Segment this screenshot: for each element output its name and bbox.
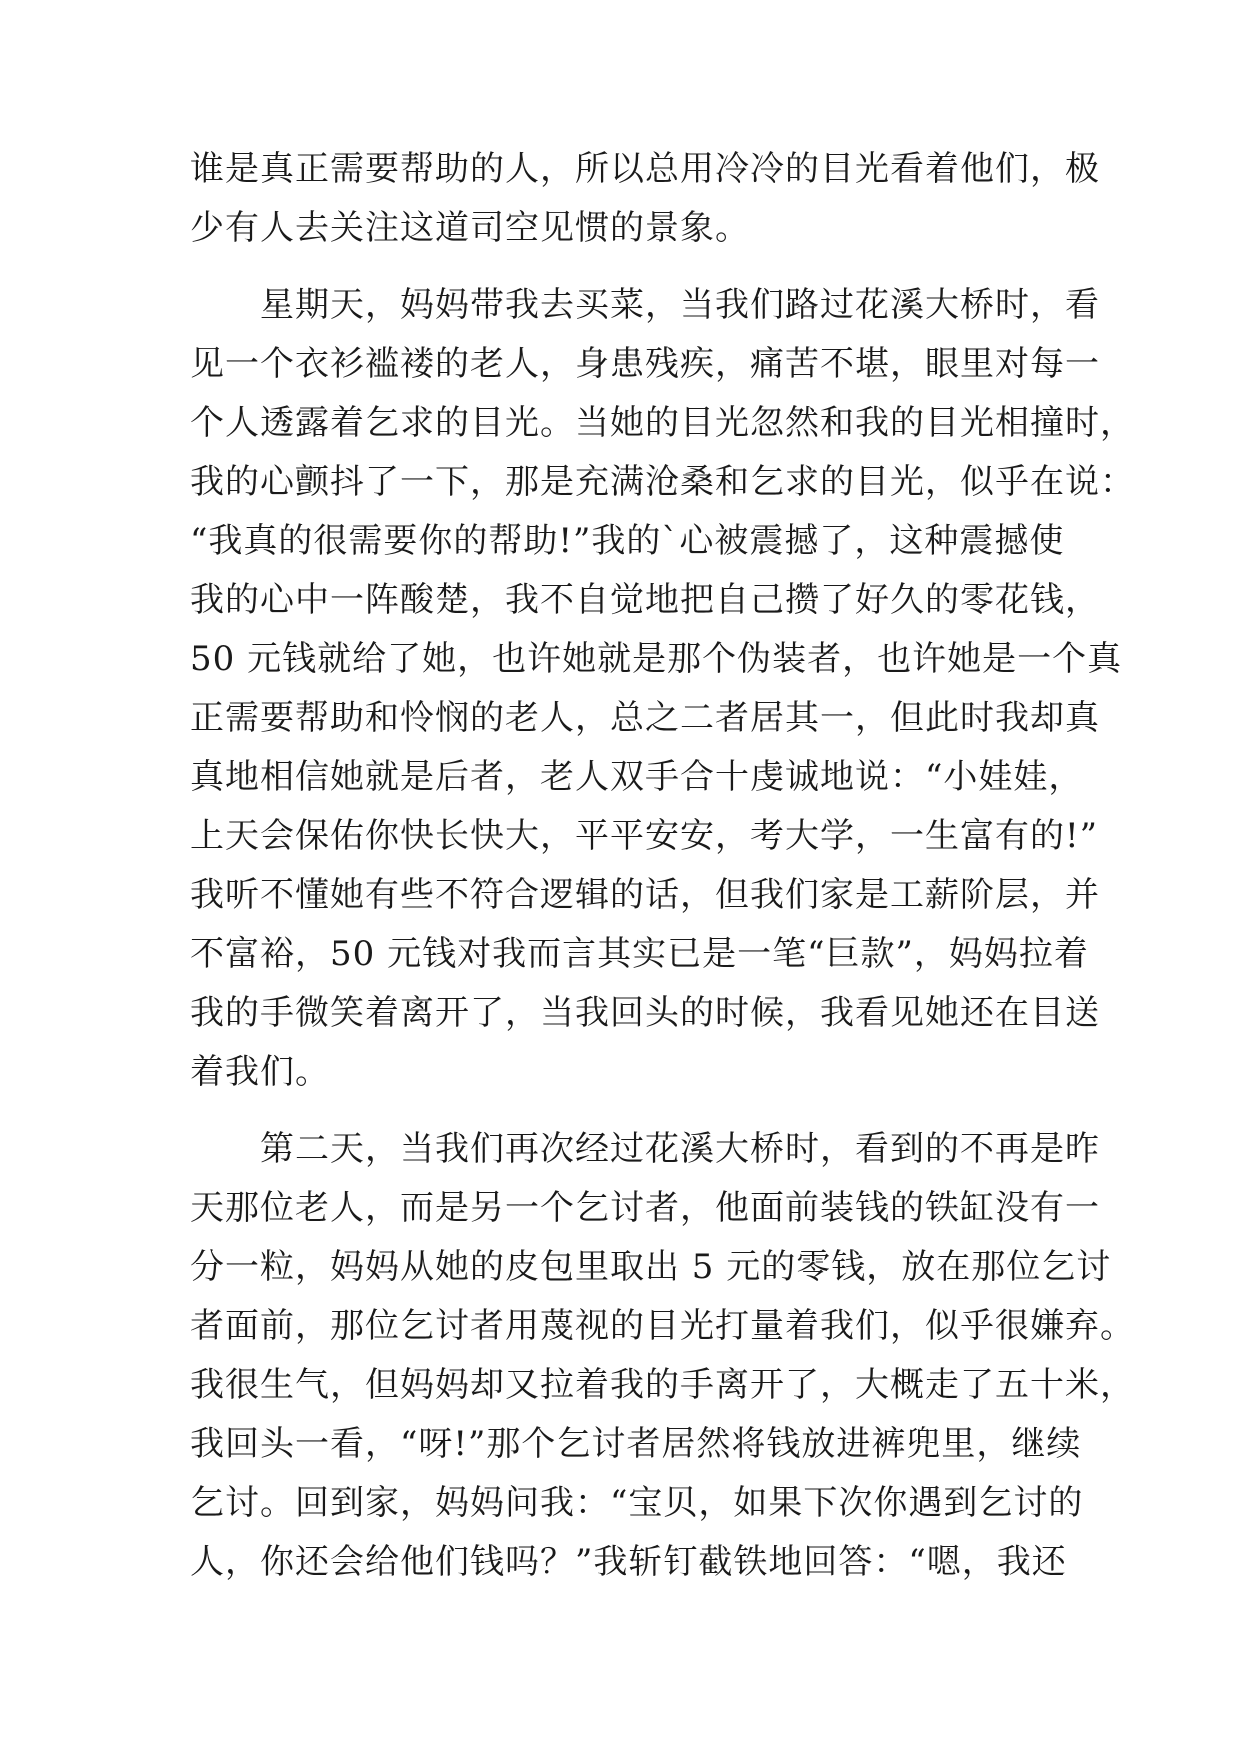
text-line: 我的手微笑着离开了，当我回头的时候，我看见她还在目送 bbox=[190, 993, 1100, 1033]
paragraph-gap bbox=[190, 1102, 1050, 1120]
text-line: 我的心颤抖了一下，那是充满沧桑和乞求的目光，似乎在说： bbox=[190, 462, 1135, 502]
paragraph bbox=[190, 140, 1100, 258]
text-line: 我很生气，但妈妈却又拉着我的手离开了，大概走了五十米， bbox=[190, 1365, 1135, 1405]
text-line: 第二天，当我们再次经过花溪大桥时，看到的不再是昨 bbox=[260, 1129, 1100, 1169]
text-line: 者面前，那位乞讨者用蔑视的目光打量着我们，似乎很嫌弃。 bbox=[190, 1306, 1135, 1346]
paragraph bbox=[190, 1120, 1135, 1592]
paragraph-gap bbox=[190, 258, 1050, 276]
text-line: 谁是真正需要帮助的人，所以总用冷冷的目光看着他们，极 bbox=[190, 149, 1100, 189]
text-line: 分一粒，妈妈从她的皮包里取出 5 元的零钱，放在那位乞讨 bbox=[190, 1247, 1112, 1287]
text-line: “我真的很需要你的帮助!”我的`心被震撼了，这种震撼使 bbox=[190, 521, 1065, 561]
text-line: 真地相信她就是后者，老人双手合十虔诚地说：“小娃娃， bbox=[190, 757, 1084, 797]
text-line: 不富裕，50 元钱对我而言其实已是一笔“巨款”，妈妈拉着 bbox=[190, 934, 1089, 974]
text-line: 见一个衣衫褴褛的老人，身患残疾，痛苦不堪，眼里对每一 bbox=[190, 344, 1100, 384]
text-line: 我回头一看，“呀!”那个乞讨者居然将钱放进裤兜里，继续 bbox=[190, 1424, 1082, 1464]
text-line: 个人透露着乞求的目光。当她的目光忽然和我的目光相撞时， bbox=[190, 403, 1135, 443]
paragraph bbox=[190, 276, 1135, 1102]
text-line: 我的心中一阵酸楚，我不自觉地把自己攒了好久的零花钱， bbox=[190, 580, 1100, 620]
text-line: 人，你还会给他们钱吗？”我斩钉截铁地回答：“嗯，我还 bbox=[190, 1542, 1067, 1582]
text-line: 50 元钱就给了她，也许她就是那个伪装者，也许她是一个真 bbox=[190, 639, 1123, 679]
text-line: 正需要帮助和怜悯的老人，总之二者居其一，但此时我却真 bbox=[190, 698, 1100, 738]
text-line: 少有人去关注这道司空见惯的景象。 bbox=[190, 208, 750, 248]
text-line: 着我们。 bbox=[190, 1052, 330, 1092]
document-body bbox=[190, 140, 1135, 1592]
text-line: 我听不懂她有些不符合逻辑的话，但我们家是工薪阶层，并 bbox=[190, 875, 1100, 915]
text-line: 上天会保佑你快长快大，平平安安，考大学，一生富有的!” bbox=[190, 816, 1099, 856]
text-line: 天那位老人，而是另一个乞讨者，他面前装钱的铁缸没有一 bbox=[190, 1188, 1100, 1228]
text-line: 乞讨。回到家，妈妈问我：“宝贝，如果下次你遇到乞讨的 bbox=[190, 1483, 1084, 1523]
text-line: 星期天，妈妈带我去买菜，当我们路过花溪大桥时，看 bbox=[260, 285, 1100, 325]
